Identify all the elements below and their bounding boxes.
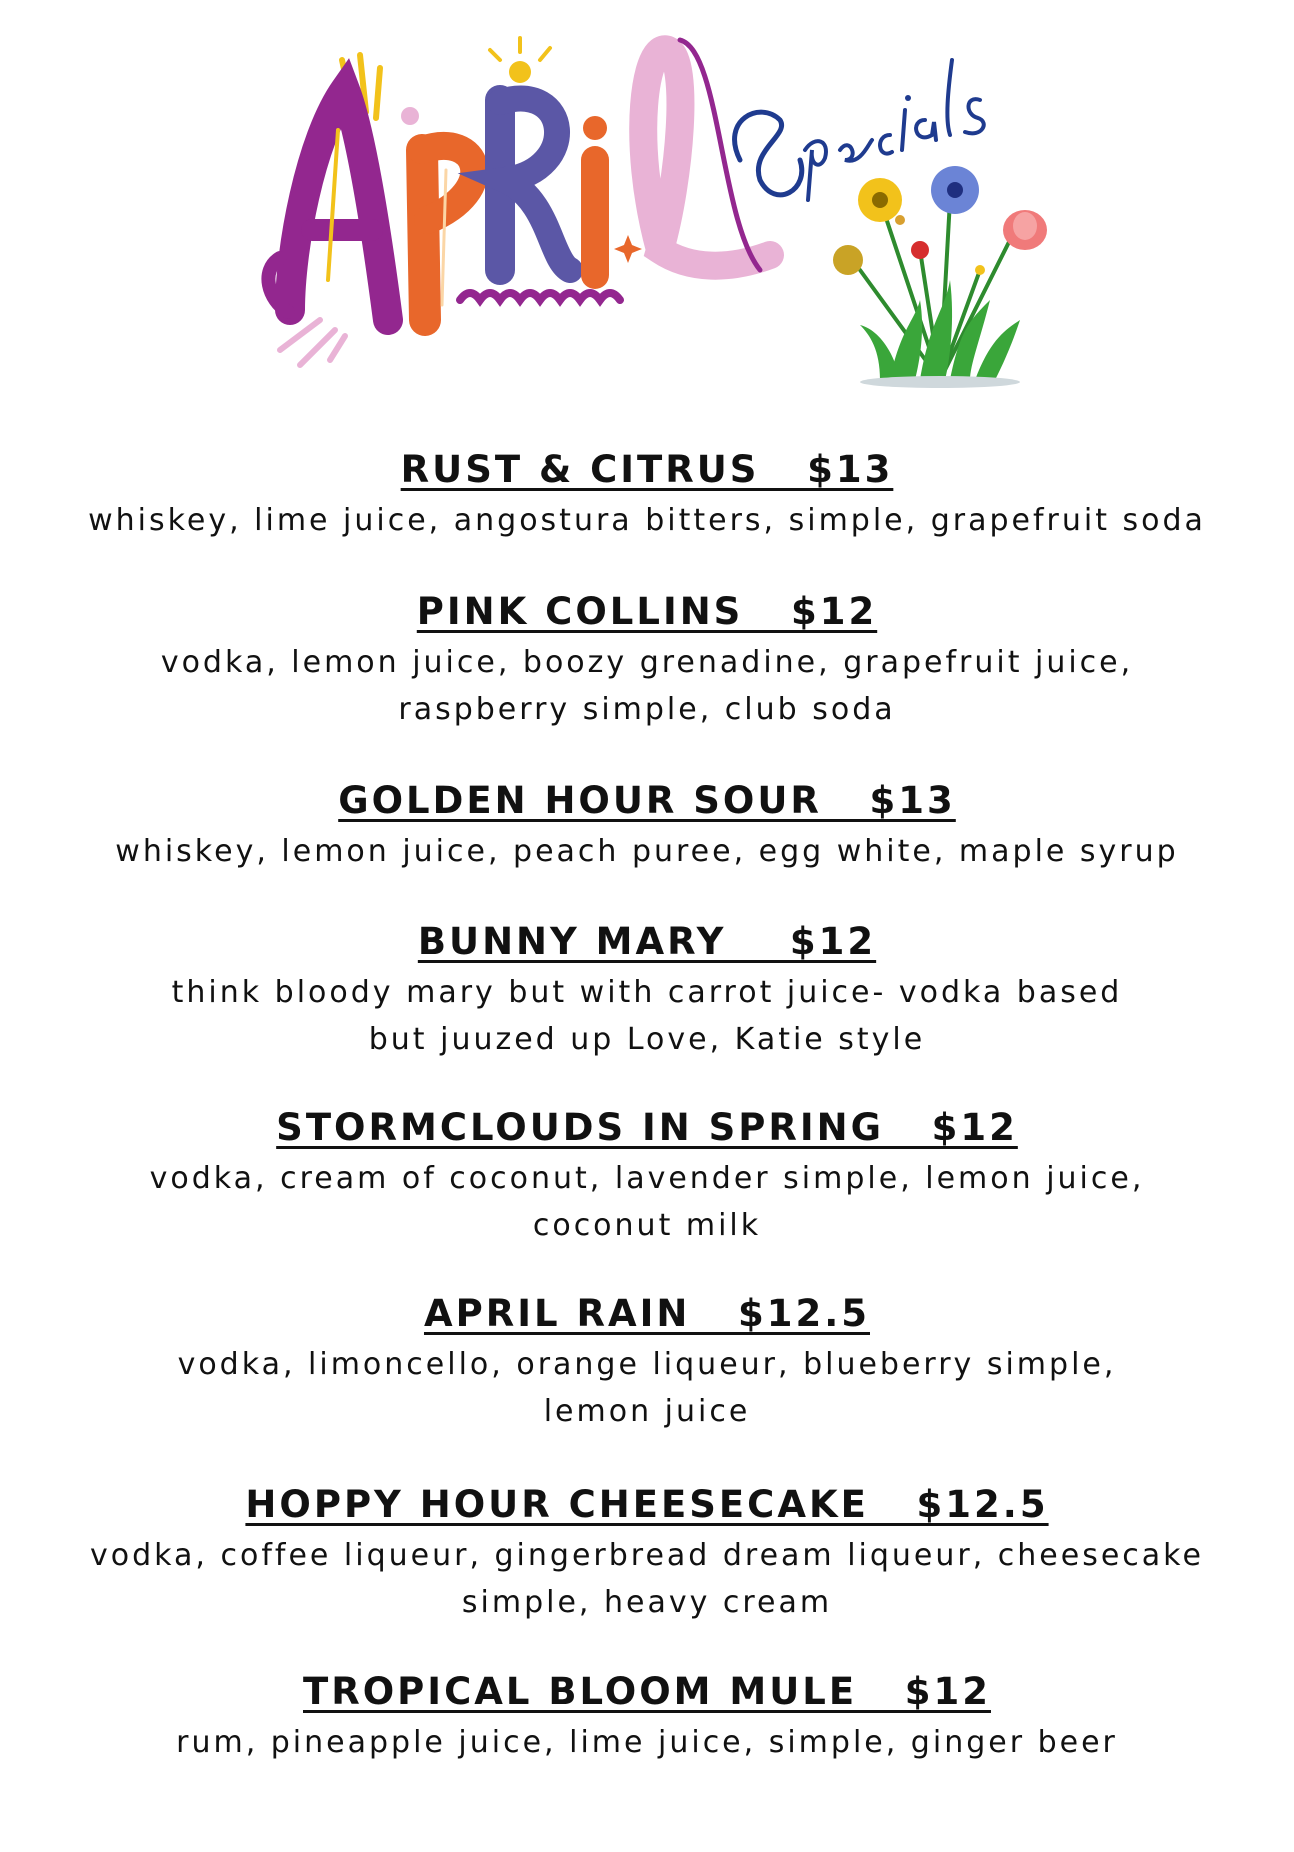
description-line: coconut milk [532,1207,762,1243]
menu-item-title: GOLDEN HOUR SOUR $13 [338,779,956,822]
menu-item-title: TROPICAL BLOOM MULE $12 [303,1670,991,1713]
menu-item [0,592,1294,733]
menu-item [0,922,1294,1063]
menu-item-title: HOPPY HOUR CHEESECAKE $12.5 [245,1483,1049,1526]
description-line: vodka, coffee liqueur, gingerbread dream liqueur, cheesecake [90,1537,1204,1573]
menu-item-description [0,1155,1294,1249]
menu-item-title: APRIL RAIN $12.5 [423,1292,870,1335]
description-line: lemon juice [543,1393,751,1429]
menu-item-title: PINK COLLINS $12 [416,590,878,633]
description-line: simple, heavy cream [461,1584,833,1620]
menu-item-description [0,1532,1294,1626]
menu-item [0,781,1294,875]
menu-item-title: STORMCLOUDS IN SPRING $12 [276,1106,1018,1149]
menu-item [0,1672,1294,1766]
menu-item [0,1485,1294,1626]
menu-item-description [0,828,1294,875]
menu-item-description [0,969,1294,1063]
description-line: vodka, lemon juice, boozy grenadine, grapefruit juice, [160,644,1134,680]
menu-item [0,1294,1294,1435]
menu-item-description [0,497,1294,544]
menu-item-description [0,639,1294,733]
description-line: think bloody mary but with carrot juice- vodka based [171,974,1123,1010]
description-line: whiskey, lime juice, angostura bitters, simple, grapefruit soda [88,502,1206,538]
description-line: vodka, limoncello, orange liqueur, blueberry simple, [177,1346,1117,1382]
menu-item [0,1108,1294,1249]
menu-item-description [0,1341,1294,1435]
description-line: raspberry simple, club soda [398,691,896,727]
menu-item-title: RUST & CITRUS $13 [400,448,894,491]
description-line: vodka, cream of coconut, lavender simple, lemon juice, [149,1160,1145,1196]
description-line: but juuzed up Love, Katie style [368,1021,926,1057]
menu-item-description [0,1719,1294,1766]
description-line: rum, pineapple juice, lime juice, simple, ginger beer [176,1724,1118,1760]
description-line: whiskey, lemon juice, peach puree, egg white, maple syrup [115,833,1179,869]
menu-item-title: BUNNY MARY $12 [417,920,877,963]
menu-item [0,450,1294,544]
